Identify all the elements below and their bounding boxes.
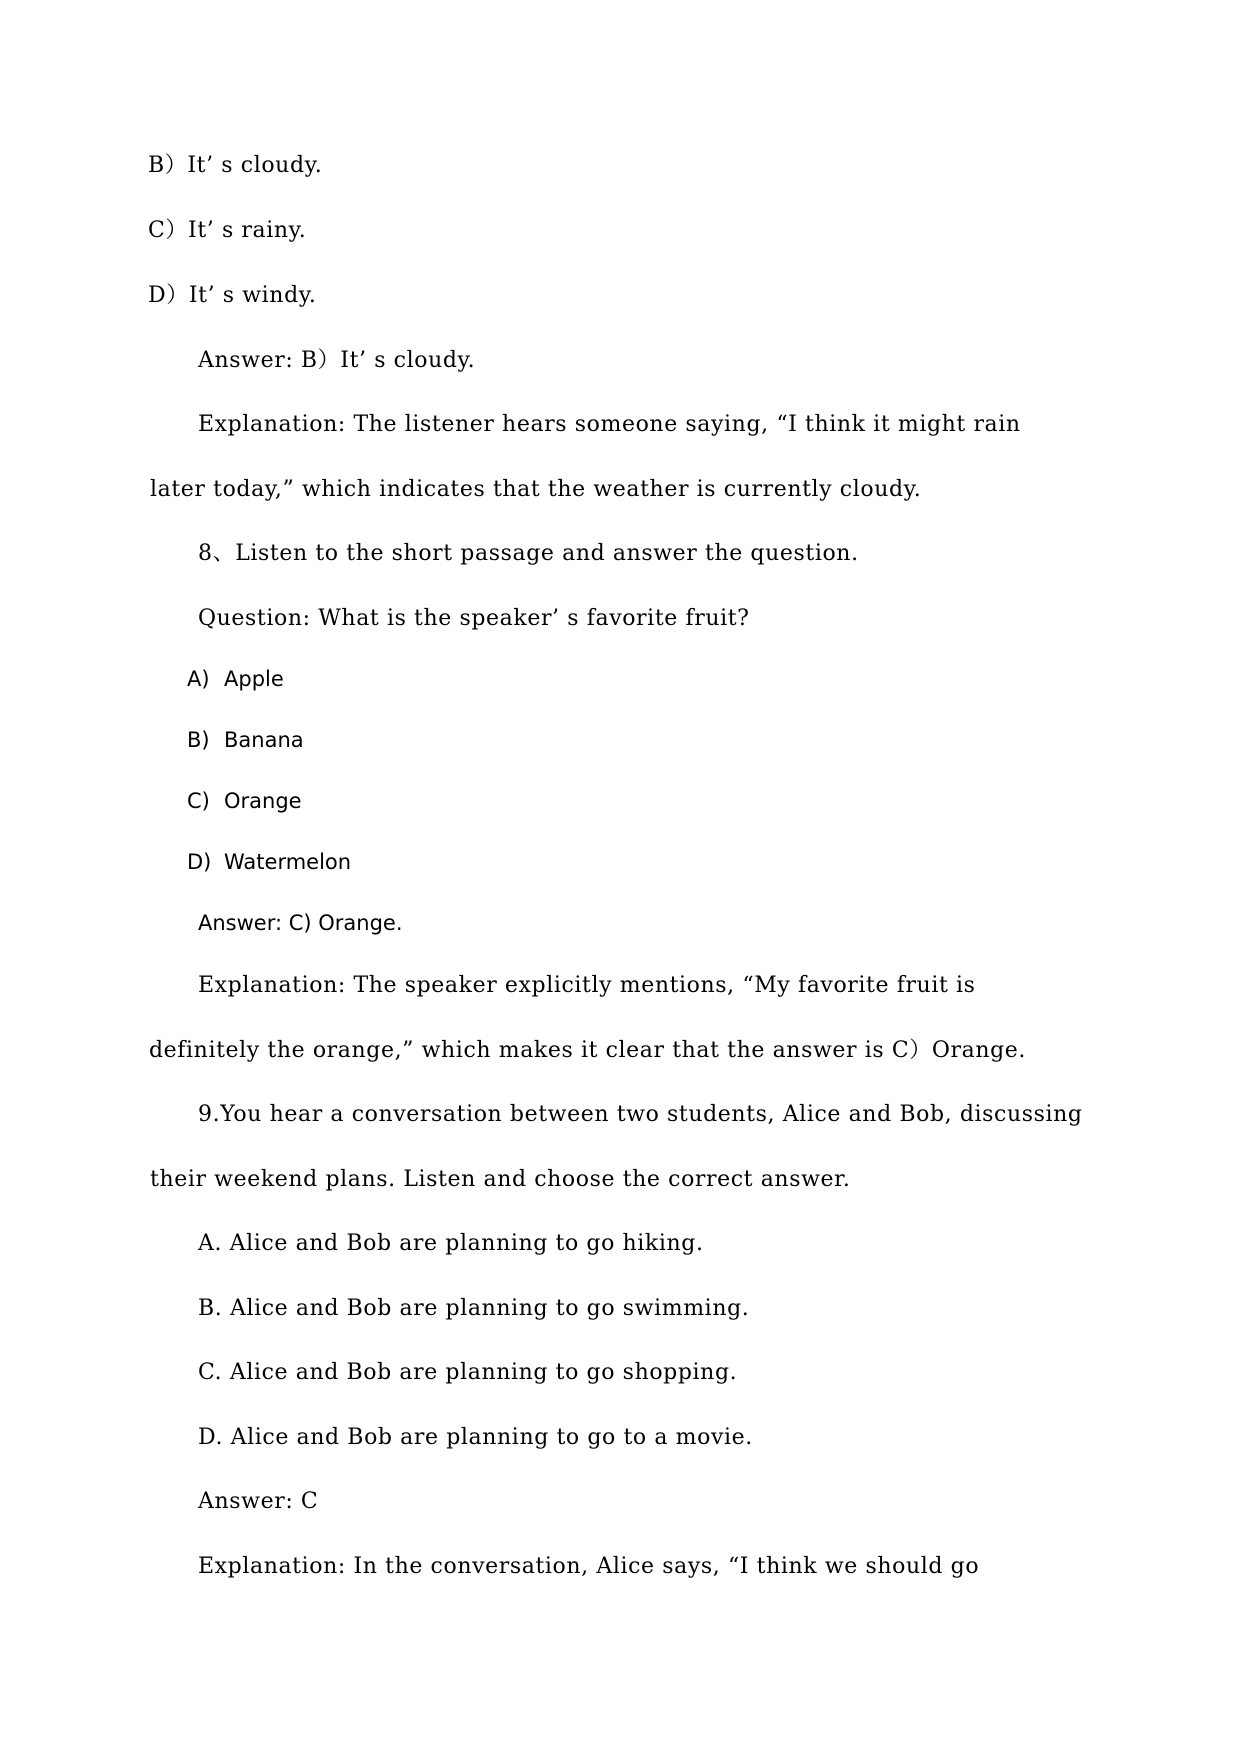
q7-answer: Answer: B）It’ s cloudy. bbox=[198, 348, 476, 373]
q9-option-d: D. Alice and Bob are planning to go to a movie. bbox=[198, 1425, 753, 1450]
q8-option-d-text: Watermelon bbox=[224, 850, 352, 874]
q8-question: Question: What is the speaker’ s favorite fruit? bbox=[198, 606, 750, 631]
q7-explanation-line1: Explanation: The listener hears someone saying, “I think it might rain bbox=[198, 412, 1021, 437]
q9-option-a: A. Alice and Bob are planning to go hiking. bbox=[198, 1231, 704, 1256]
q8-option-b-text: Banana bbox=[224, 728, 304, 752]
q9-option-c: C. Alice and Bob are planning to go shopping. bbox=[198, 1360, 738, 1385]
q9-option-b: B. Alice and Bob are planning to go swimming. bbox=[198, 1296, 750, 1321]
q8-prompt: 8、Listen to the short passage and answer the question. bbox=[198, 541, 859, 566]
q8-explanation-line2: definitely the orange,” which makes it clear that the answer is C）Orange. bbox=[149, 1038, 1027, 1063]
q8-answer: Answer: C) Orange. bbox=[198, 911, 403, 935]
q7-option-d: D）It’ s windy. bbox=[148, 283, 317, 308]
q9-prompt-line1: 9.You hear a conversation between two students, Alice and Bob, discussing bbox=[198, 1102, 1083, 1127]
q8-option-c-text: Orange bbox=[224, 789, 302, 813]
q7-option-b: B）It’ s cloudy. bbox=[148, 153, 323, 178]
q7-explanation-line2: later today,” which indicates that the weather is currently cloudy. bbox=[150, 477, 922, 502]
q9-prompt-line2: their weekend plans. Listen and choose the correct answer. bbox=[150, 1167, 851, 1192]
q8-option-d-letter: D) bbox=[187, 850, 212, 874]
q9-explanation-line1: Explanation: In the conversation, Alice says, “I think we should go bbox=[198, 1554, 980, 1579]
q8-option-a-letter: A) bbox=[187, 667, 210, 691]
q7-option-c: C）It’ s rainy. bbox=[148, 218, 307, 243]
q9-answer: Answer: C bbox=[198, 1489, 319, 1514]
q8-explanation-line1: Explanation: The speaker explicitly mentions, “My favorite fruit is bbox=[198, 973, 976, 998]
q8-option-a-text: Apple bbox=[224, 667, 284, 691]
q8-option-b-letter: B) bbox=[187, 728, 210, 752]
q8-option-c-letter: C) bbox=[187, 789, 210, 813]
